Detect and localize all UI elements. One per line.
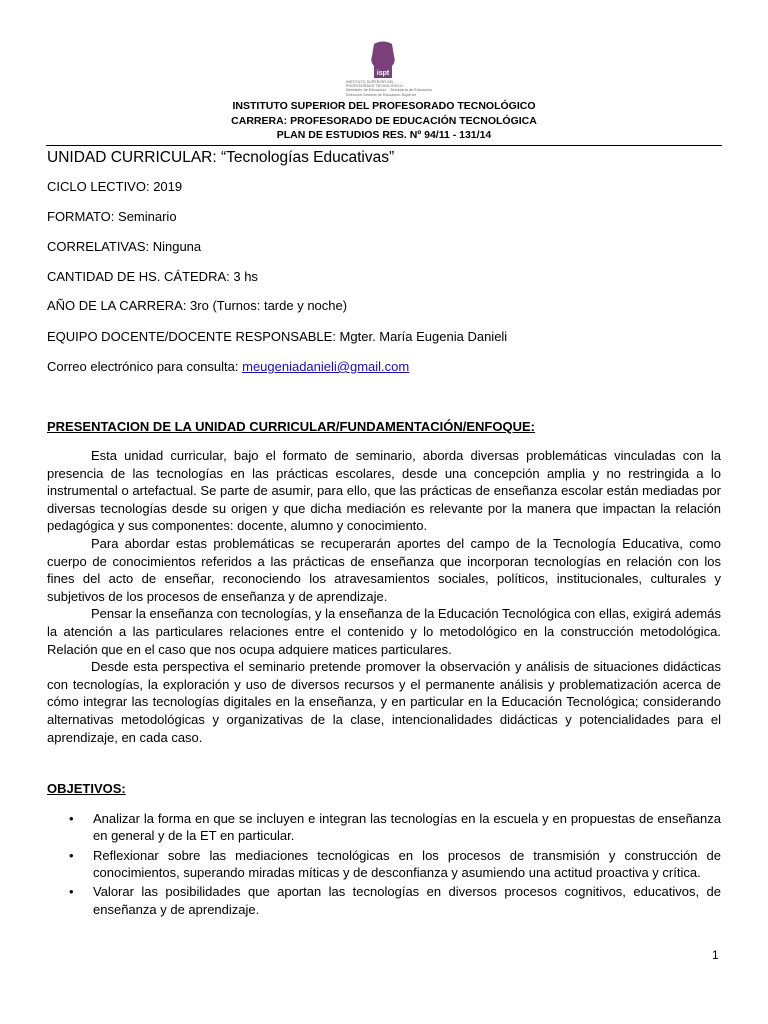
paragraph: Pensar la enseñanza con tecnologías, y la enseñanza de la Educación Tecnológica con ellas, exigirá además la atención a las particulares relaciones entre el contenido y lo metodológico en la construcción metodológica. Relación que en el caso que nos ocupa adquiere matices particulares. <box>47 606 721 657</box>
header-plan: PLAN DE ESTUDIOS RES. Nº 94/11 - 131/14 <box>276 129 492 141</box>
field-ciclo: CICLO LECTIVO: 2019 <box>47 179 183 194</box>
list-item <box>47 883 721 918</box>
presentacion-body <box>47 447 721 746</box>
header-divider <box>46 145 722 146</box>
ispt-logo-icon <box>368 40 398 80</box>
paragraph: Para abordar estas problemáticas se recuperarán aportes del campo de la Tecnología Educativa, como cuerpo de conocimientos referidos a las prácticas de enseñanza que incorporan tecnologías en relación con los fines del acto de enseñar, reconociendo los atravesamientos sociales, políticos, institucionales, culturales y subjetivos de los procesos de enseñanza y de aprendizaje. <box>47 535 721 604</box>
svg-text:ispt: ispt <box>376 70 390 77</box>
presentacion-heading: PRESENTACION DE LA UNIDAD CURRICULAR/FUNDAMENTACIÓN/ENFOQUE: <box>47 419 535 434</box>
logo-line: Dirección General de Educación Superior <box>346 92 417 97</box>
field-equipo: EQUIPO DOCENTE/DOCENTE RESPONSABLE: Mgter. María Eugenia Danieli <box>47 329 508 344</box>
page-number: 1 <box>712 948 719 962</box>
header-institute: INSTITUTO SUPERIOR DEL PROFESORADO TECNOLÓGICO <box>232 100 536 112</box>
header-career: CARRERA: PROFESORADO DE EDUCACIÓN TECNOLÓGICA <box>231 114 537 127</box>
field-correlativas: CORRELATIVAS: Ninguna <box>47 239 202 254</box>
logo-line: Ministerio de Educación · Secretaría de Educación <box>346 88 432 93</box>
bullet-icon: • <box>69 847 74 863</box>
bullet-icon: • <box>69 884 74 900</box>
list-item-text: Reflexionar sobre las mediaciones tecnológicas en los procesos de transmisión y construcción de conocimientos, superando miradas míticas y de desconfianza y asumiendo una actitud proactiva y crítica. <box>93 847 721 881</box>
objetivos-heading: OBJETIVOS: <box>47 781 126 796</box>
institute-logo <box>346 40 430 104</box>
logo-caption <box>346 80 430 97</box>
field-anio: AÑO DE LA CARRERA: 3ro (Turnos: tarde y noche) <box>47 298 348 313</box>
field-correo <box>47 359 409 374</box>
paragraph: Desde esta perspectiva el seminario pretende promover la observación y análisis de situaciones didácticas con tecnologías, la exploración y uso de diversos recursos y el permanente análisis y problematización acerca de cómo integrar las tecnologías digitales en la enseñanza, y en particular en la Educación Tecnológica; considerando alternativas metodológicas y organizativas de la clase, intencionalidades didácticas y potencialidades para el aprendizaje, en cada caso. <box>47 659 721 745</box>
page-title: UNIDAD CURRICULAR: “Tecnologías Educativas” <box>47 149 395 166</box>
logo-line: INSTITUTO SUPERIOR DEL <box>346 80 395 84</box>
list-item <box>47 847 721 882</box>
correo-label: Correo electrónico para consulta: <box>47 359 243 374</box>
list-item-text: Valorar las posibilidades que aportan las tecnologías en diversos procesos cognitivos, educativos, de enseñanza y de aprendizaje. <box>93 884 721 917</box>
email-link[interactable]: meugeniadanieli@gmail.com <box>242 359 410 374</box>
logo-line: PROFESORADO TECNOLÓGICO <box>346 84 403 89</box>
document-header <box>0 99 768 143</box>
field-formato: FORMATO: Seminario <box>47 209 177 224</box>
list-item <box>47 810 721 845</box>
field-horas: CANTIDAD DE HS. CÁTEDRA: 3 hs <box>47 269 258 284</box>
paragraph: Esta unidad curricular, bajo el formato de seminario, aborda diversas problemáticas vinculadas con la presencia de las tecnologías en las prácticas escolares, desde una concepción amplia y no restringida a lo instrumental o artefactual. Se parte de asumir, para ello, que las prácticas de enseñanza escolar están mediadas por diversas tecnologías desde su origen y que dicha mediación es relevante por la manera que impactan la relación pedagógica y sus componentes: docente, alumno y conocimiento. <box>47 448 721 534</box>
objetivos-list <box>47 810 721 920</box>
list-item-text: Analizar la forma en que se incluyen e integran las tecnologías en la escuela y en propuestas de enseñanza en general y de la ET en particular. <box>93 811 721 844</box>
bullet-icon: • <box>69 811 74 826</box>
